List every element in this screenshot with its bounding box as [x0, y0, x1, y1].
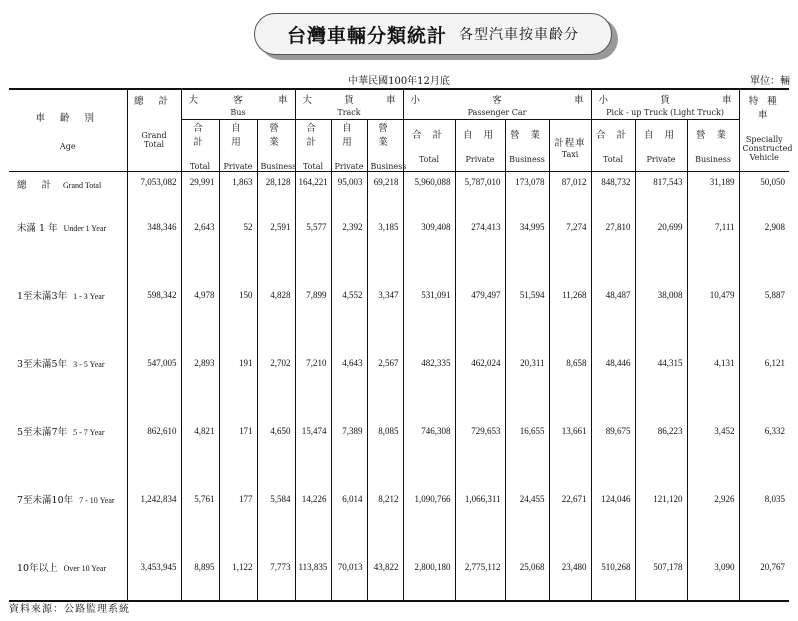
row-label-en: Grand Total — [63, 180, 102, 190]
table-cell: 2,775,112 — [455, 533, 505, 601]
table-cell: 6,121 — [739, 329, 789, 397]
table-cell: 2,702 — [257, 329, 295, 397]
table-cell: 2,893 — [181, 329, 219, 397]
pickup-total-subheader: 合 計 Total — [591, 119, 635, 171]
table-cell: 7,899 — [295, 261, 331, 329]
passenger-car-header: 小 客 車 — [403, 89, 591, 107]
table-cell: 1,863 — [219, 171, 257, 193]
table-cell: 862,610 — [127, 397, 181, 465]
truck-private-subheader: 自 用 Private — [331, 119, 367, 171]
table-cell: 746,308 — [403, 397, 455, 465]
pickup-truck-header: 小 貨 車 — [591, 89, 739, 107]
table-cell: 10,479 — [687, 261, 739, 329]
table-cell: 70,013 — [331, 533, 367, 601]
row-label-zh: 1至未滿3年 — [17, 291, 68, 302]
bus-total-subheader: 合 計 Total — [181, 119, 219, 171]
table-cell: 23,480 — [549, 533, 591, 601]
table-cell: 510,268 — [591, 533, 635, 601]
table-cell: 5,584 — [257, 465, 295, 533]
table-cell: 13,661 — [549, 397, 591, 465]
table-row — [9, 193, 789, 261]
table-cell: 7,389 — [331, 397, 367, 465]
table-cell: 348,346 — [127, 193, 181, 261]
table-cell: 2,800,180 — [403, 533, 455, 601]
table-cell: 5,887 — [739, 261, 789, 329]
table-cell: 51,594 — [505, 261, 549, 329]
row-label — [9, 171, 127, 193]
table-cell: 7,053,082 — [127, 171, 181, 193]
table-cell: 28,128 — [257, 171, 295, 193]
table-cell: 150 — [219, 261, 257, 329]
table-row — [9, 465, 789, 533]
report-period: 中華民國100年12月底 — [348, 76, 450, 87]
table-cell: 274,413 — [455, 193, 505, 261]
table-cell: 164,221 — [295, 171, 331, 193]
table-cell: 173,078 — [505, 171, 549, 193]
table-cell: 1,242,834 — [127, 465, 181, 533]
table-row — [9, 397, 789, 465]
table-cell: 4,821 — [181, 397, 219, 465]
passenger-car-header-en: Passenger Car — [403, 107, 591, 119]
table-cell: 95,003 — [331, 171, 367, 193]
table-body — [9, 171, 789, 601]
table-cell: 817,543 — [635, 171, 687, 193]
table-cell: 20,311 — [505, 329, 549, 397]
table-cell: 507,178 — [635, 533, 687, 601]
table-row — [9, 261, 789, 329]
age-header: 車 齡 別 Age — [35, 112, 101, 151]
table-cell: 113,835 — [295, 533, 331, 601]
table-cell: 8,035 — [739, 465, 789, 533]
table-cell: 3,347 — [367, 261, 403, 329]
table-row — [9, 329, 789, 397]
table-cell: 89,675 — [591, 397, 635, 465]
row-label — [9, 397, 127, 465]
table-cell: 87,012 — [549, 171, 591, 193]
table-cell: 4,643 — [331, 329, 367, 397]
table-cell: 52 — [219, 193, 257, 261]
truck-header: 大 貨 車 — [295, 89, 403, 107]
table-cell: 86,223 — [635, 397, 687, 465]
table-cell: 5,761 — [181, 465, 219, 533]
table-cell: 4,131 — [687, 329, 739, 397]
row-label-zh: 10年以上 — [17, 562, 58, 574]
table-cell: 8,895 — [181, 533, 219, 601]
table-cell: 5,960,088 — [403, 171, 455, 193]
row-label — [9, 261, 127, 329]
table-cell: 124,046 — [591, 465, 635, 533]
row-label-en: 3 - 5 Year — [73, 360, 105, 369]
car-private-subheader: 自 用 Private — [455, 119, 505, 171]
table-cell: 482,335 — [403, 329, 455, 397]
table-cell: 48,487 — [591, 261, 635, 329]
table-cell: 2,567 — [367, 329, 403, 397]
table-cell: 462,024 — [455, 329, 505, 397]
row-label — [9, 193, 127, 261]
data-source-note: 資料來源：公路監理系統 — [9, 604, 130, 615]
table-cell: 5,577 — [295, 193, 331, 261]
table-cell: 531,091 — [403, 261, 455, 329]
row-label — [9, 533, 127, 601]
table-cell: 3,090 — [687, 533, 739, 601]
row-label-zh: 3至未滿5年 — [17, 359, 68, 370]
table-cell: 31,189 — [687, 171, 739, 193]
row-label — [9, 329, 127, 397]
table-cell: 1,066,311 — [455, 465, 505, 533]
table-cell: 34,995 — [505, 193, 549, 261]
table-cell: 1,122 — [219, 533, 257, 601]
table-cell: 171 — [219, 397, 257, 465]
table-cell: 44,315 — [635, 329, 687, 397]
table-cell: 29,991 — [181, 171, 219, 193]
table-cell: 4,650 — [257, 397, 295, 465]
row-label-en: 5 - 7 Year — [73, 428, 105, 437]
table-cell: 15,474 — [295, 397, 331, 465]
row-label-en: 7 - 10 Year — [79, 496, 115, 505]
table-row — [9, 533, 789, 601]
table-cell: 547,005 — [127, 329, 181, 397]
bus-private-subheader: 自 用 Private — [219, 119, 257, 171]
table-cell: 20,699 — [635, 193, 687, 261]
unit-label: 單位：輛 — [750, 76, 790, 87]
table-cell: 2,591 — [257, 193, 295, 261]
row-label-en: 1 - 3 Year — [73, 292, 105, 301]
table-cell: 20,767 — [739, 533, 789, 601]
row-label-en: Under 1 Year — [63, 224, 107, 233]
table-cell: 3,185 — [367, 193, 403, 261]
table-cell: 7,210 — [295, 329, 331, 397]
table-cell: 24,455 — [505, 465, 549, 533]
car-taxi-subheader: 計程車 Taxi — [549, 119, 591, 171]
row-label-en: Over 10 Year — [63, 563, 107, 573]
title-banner — [254, 13, 612, 55]
table-cell: 3,453,945 — [127, 533, 181, 601]
row-label — [9, 465, 127, 533]
table-cell: 191 — [219, 329, 257, 397]
table-cell: 5,787,010 — [455, 171, 505, 193]
bus-header-en: Bus — [181, 107, 295, 119]
car-business-subheader: 營 業 Business — [505, 119, 549, 171]
table-cell: 309,408 — [403, 193, 455, 261]
truck-business-subheader: 營 業 Business — [367, 119, 403, 171]
row-label-zh: 未滿 1 年 — [17, 223, 58, 234]
table-cell: 6,014 — [331, 465, 367, 533]
table-cell: 177 — [219, 465, 257, 533]
table-cell: 2,908 — [739, 193, 789, 261]
table-cell: 43,822 — [367, 533, 403, 601]
row-label-zh: 5至未滿7年 — [17, 427, 68, 438]
car-total-subheader: 合 計 Total — [403, 119, 455, 171]
table-cell: 11,268 — [549, 261, 591, 329]
pickup-business-subheader: 營 業 Business — [687, 119, 739, 171]
table-cell: 8,658 — [549, 329, 591, 397]
table-cell: 50,050 — [739, 171, 789, 193]
table-cell: 6,332 — [739, 397, 789, 465]
table-cell: 598,342 — [127, 261, 181, 329]
special-vehicle-header: 特 種 車 Specially Constructed Vehicle — [739, 89, 789, 171]
row-label-zh: 7至未滿10年 — [17, 495, 74, 506]
table-cell: 729,653 — [455, 397, 505, 465]
table-cell: 7,111 — [687, 193, 739, 261]
table-row — [9, 171, 789, 193]
table-cell: 8,085 — [367, 397, 403, 465]
bus-header: 大 客 車 — [181, 89, 295, 107]
table-cell: 14,226 — [295, 465, 331, 533]
pickup-private-subheader: 自 用 Private — [635, 119, 687, 171]
table-cell: 27,810 — [591, 193, 635, 261]
grand-total-header: 總 計 Grand Total — [127, 89, 181, 171]
table-cell: 121,120 — [635, 465, 687, 533]
table-cell: 4,978 — [181, 261, 219, 329]
table-cell: 16,655 — [505, 397, 549, 465]
table-cell: 848,732 — [591, 171, 635, 193]
page-title: 台灣車輛分類統計 — [286, 24, 447, 47]
bus-business-subheader: 營 業 Business — [257, 119, 295, 171]
table-cell: 8,212 — [367, 465, 403, 533]
page-subtitle: 各型汽車按車齡分 — [459, 27, 579, 43]
truck-header-en: Track — [295, 107, 403, 119]
truck-total-subheader: 合 計 Total — [295, 119, 331, 171]
vehicle-stats-table — [9, 88, 793, 602]
pickup-truck-header-en: Pick - up Truck (Light Truck) — [591, 107, 739, 119]
table-cell: 25,068 — [505, 533, 549, 601]
table-cell: 1,090,766 — [403, 465, 455, 533]
table-cell: 4,552 — [331, 261, 367, 329]
table-cell: 4,828 — [257, 261, 295, 329]
table-cell: 2,926 — [687, 465, 739, 533]
row-label-zh: 總 計 — [17, 179, 58, 191]
table-cell: 7,274 — [549, 193, 591, 261]
table-cell: 38,008 — [635, 261, 687, 329]
table-cell: 7,773 — [257, 533, 295, 601]
table-cell: 69,218 — [367, 171, 403, 193]
table-cell: 479,497 — [455, 261, 505, 329]
table-cell: 48,446 — [591, 329, 635, 397]
table-cell: 3,452 — [687, 397, 739, 465]
table-cell: 22,671 — [549, 465, 591, 533]
table-cell: 2,643 — [181, 193, 219, 261]
table-cell: 2,392 — [331, 193, 367, 261]
